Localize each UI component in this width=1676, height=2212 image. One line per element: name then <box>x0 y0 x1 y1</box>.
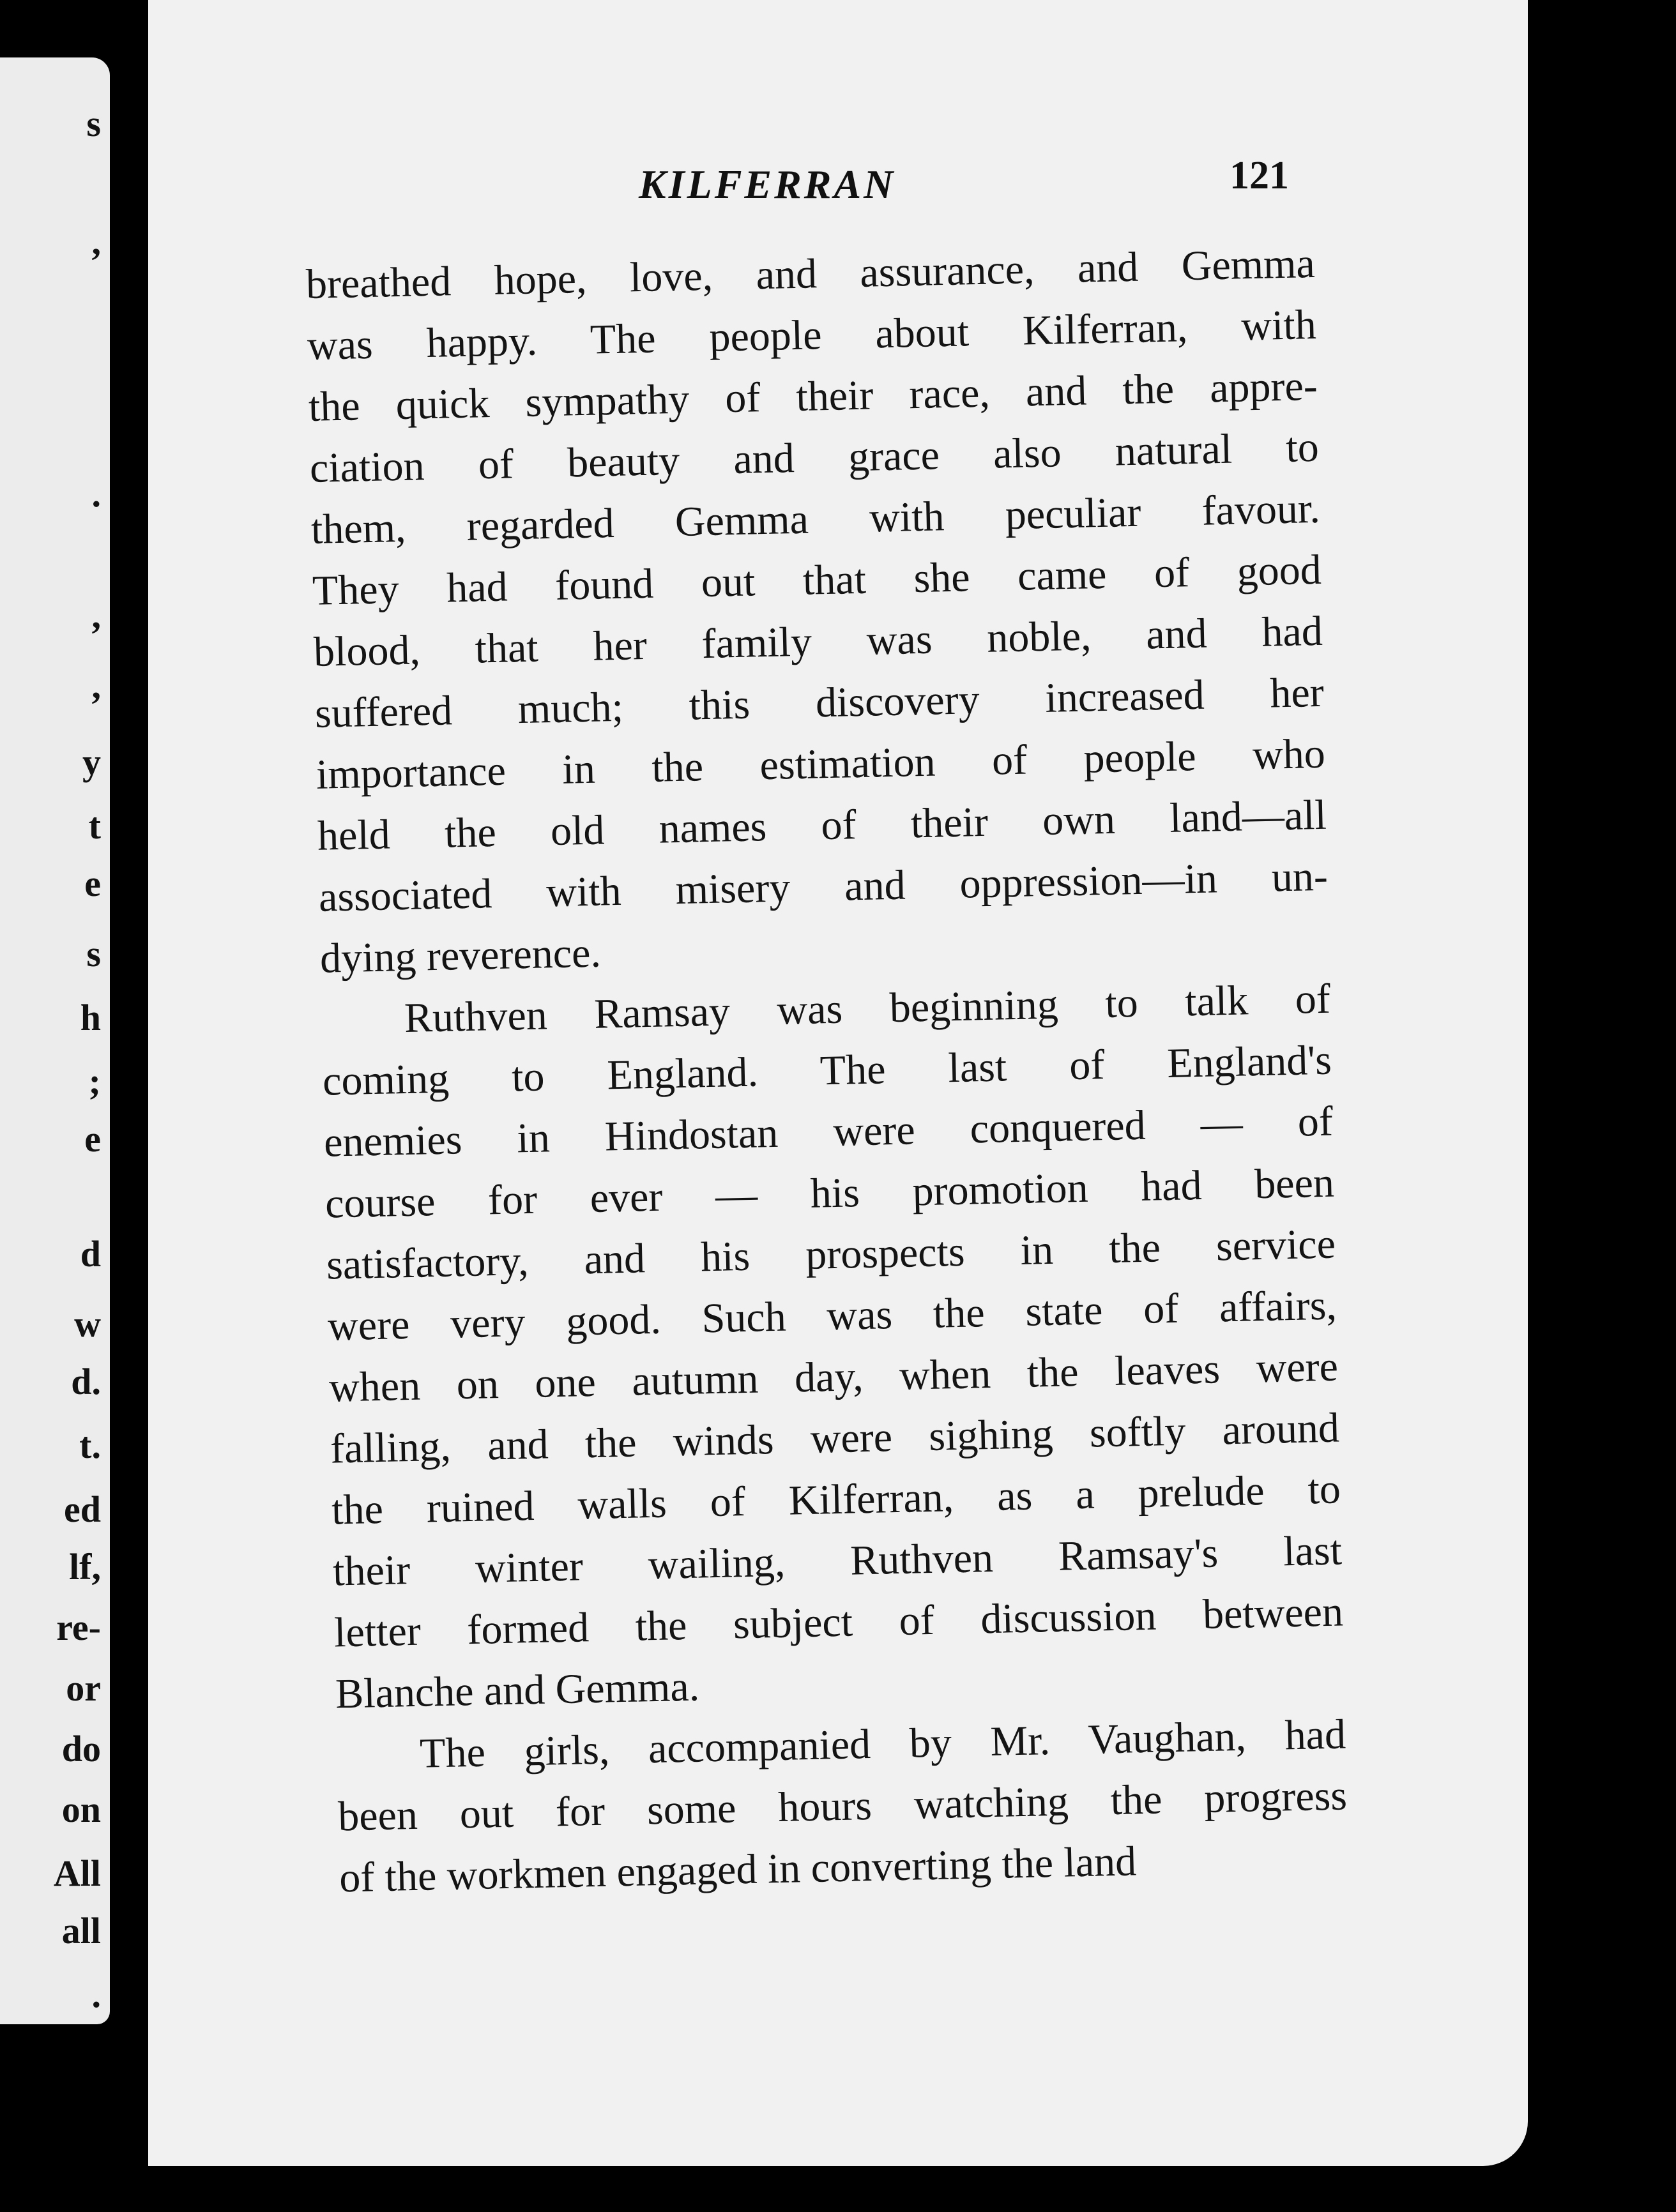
previous-page-fragment: w <box>74 1303 101 1345</box>
text-line: Ruthven Ramsay was beginning to talk of <box>404 975 1331 1042</box>
previous-page-fragment: t <box>88 805 101 847</box>
previous-page-fragment: d. <box>71 1361 101 1402</box>
page-number: 121 <box>1230 154 1289 197</box>
running-head: KILFERRAN <box>639 162 896 207</box>
text-line: was happy. The people about Kilferran, with <box>307 301 1317 369</box>
previous-page-fragment: re- <box>56 1607 101 1648</box>
text-line: Blanche and Gemma. <box>335 1663 700 1718</box>
text-line: The girls, accompanied by Mr. Vaughan, had <box>419 1711 1346 1777</box>
previous-page-fragment: . <box>91 473 101 515</box>
book-gutter <box>110 0 149 2212</box>
previous-page-fragment: y <box>82 741 101 783</box>
previous-page-fragment: ; <box>88 1061 101 1102</box>
text-line: They had found out that she came of good <box>312 546 1322 614</box>
previous-page-fragment: t. <box>79 1425 101 1466</box>
previous-page-fragment: , <box>91 221 101 262</box>
text-line: their winter wailing, Ruthven Ramsay's last <box>332 1527 1343 1595</box>
text-line: blood, that her family was noble, and had <box>313 607 1323 676</box>
text-line: coming to England. The last of England's <box>322 1036 1332 1105</box>
previous-page-edge <box>0 57 110 2024</box>
text-line: held the old names of their own land—all <box>317 791 1327 860</box>
previous-page-fragment: on <box>61 1789 101 1830</box>
previous-page-fragment: s <box>86 933 101 974</box>
text-line: breathed hope, love, and assurance, and Gemma <box>305 239 1316 308</box>
previous-page-fragment: ed <box>64 1489 101 1530</box>
text-line: letter formed the subject of discussion between <box>333 1588 1344 1656</box>
previous-page-fragment: d <box>80 1233 101 1275</box>
text-line: suffered much; this discovery increased her <box>314 669 1325 737</box>
body-text <box>305 233 1349 1909</box>
previous-page-fragment: do <box>61 1728 101 1769</box>
previous-page-fragment: all <box>61 1910 101 1951</box>
text-line: falling, and the winds were sighing softly around <box>330 1404 1340 1473</box>
text-line: ciation of beauty and grace also natural to <box>309 423 1320 492</box>
previous-page-fragment: lf, <box>69 1546 101 1587</box>
previous-page-fragment: , <box>91 595 101 636</box>
previous-page-fragment: , <box>91 665 101 706</box>
previous-page-fragment: or <box>66 1667 101 1709</box>
previous-page-fragment: e <box>84 863 101 904</box>
text-line: been out for some hours watching the progress <box>337 1772 1348 1840</box>
text-line: importance in the estimation of people who <box>316 730 1326 798</box>
text-line: of the workmen engaged in converting the land <box>339 1838 1137 1902</box>
text-line: satisfactory, and his prospects in the service <box>326 1220 1336 1289</box>
text-line: when on one autumn day, when the leaves were <box>328 1343 1339 1411</box>
previous-page-fragment: s <box>86 103 101 144</box>
text-line: course for ever — his promotion had been <box>324 1159 1335 1227</box>
text-line: them, regarded Gemma with peculiar favour. <box>310 485 1321 553</box>
text-line: associated with misery and oppression—in un- <box>318 852 1329 921</box>
text-line: the ruined walls of Kilferran, as a prelude to <box>331 1466 1341 1534</box>
text-line: dying reverence. <box>319 929 602 982</box>
previous-page-fragment: All <box>53 1852 101 1894</box>
previous-page-fragment: e <box>84 1118 101 1160</box>
previous-page-fragment: . <box>91 1974 101 2015</box>
text-line: the quick sympathy of their race, and the appre- <box>308 362 1318 430</box>
previous-page-fragment: h <box>80 997 101 1038</box>
text-line: enemies in Hindostan were conquered — of <box>323 1098 1334 1166</box>
text-line: were very good. Such was the state of affairs, <box>327 1282 1337 1350</box>
